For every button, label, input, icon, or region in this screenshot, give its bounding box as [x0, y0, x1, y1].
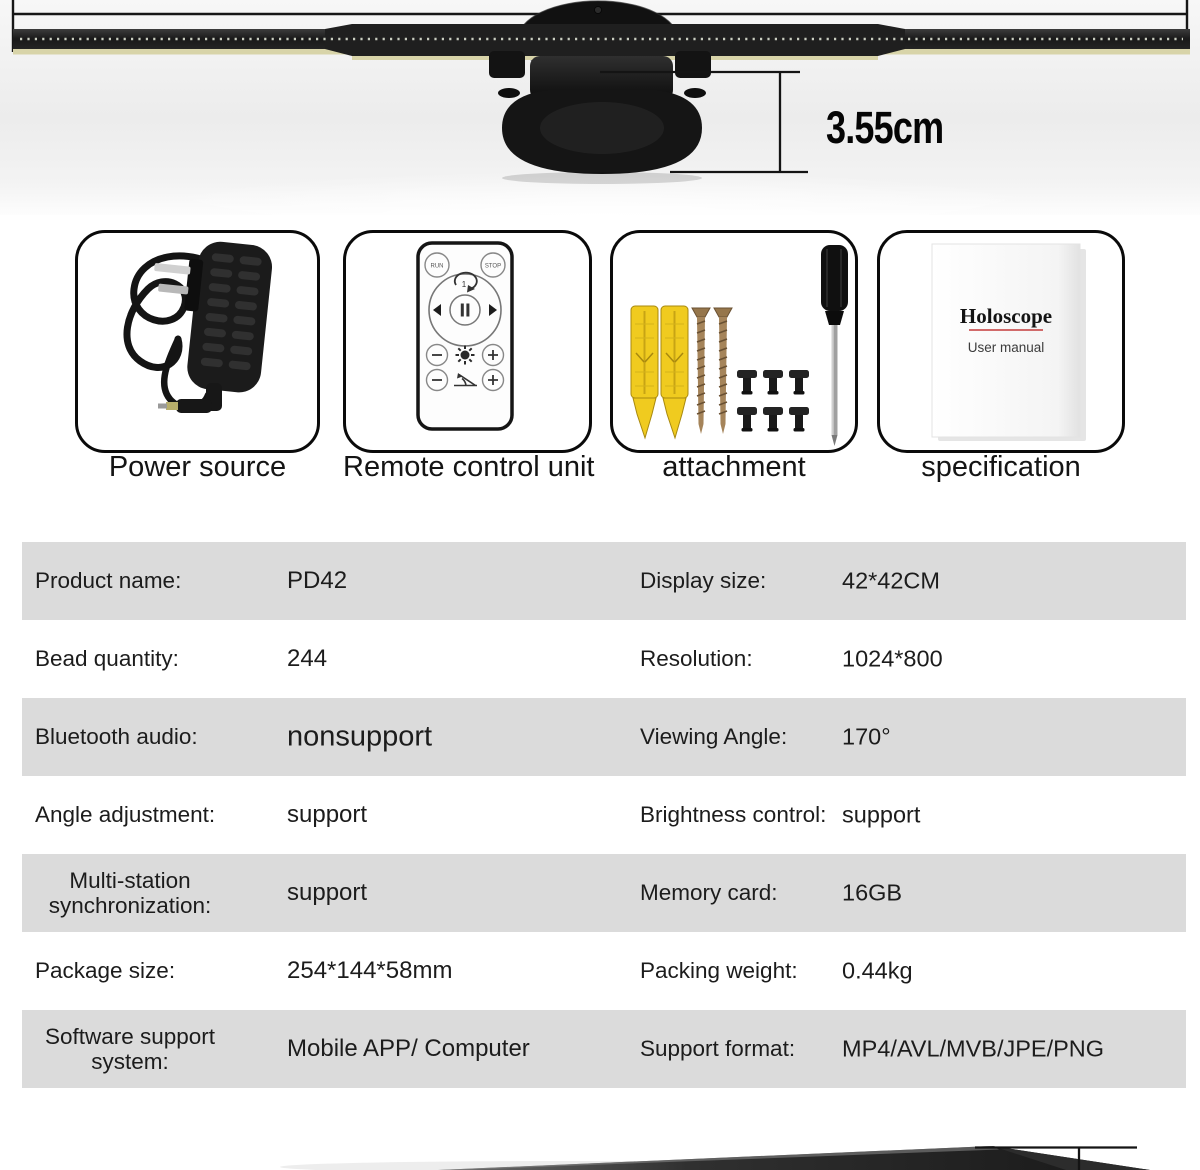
spec-label-left: Package size: — [35, 958, 176, 983]
stop-button-label: STOP — [484, 263, 502, 270]
accessory-label-power-source: Power source — [108, 451, 287, 483]
manual-title: Holoscope — [959, 304, 1053, 328]
run-button-label: RUN — [430, 263, 444, 270]
attachment-hardware-image — [613, 233, 855, 450]
spec-value-left: support — [287, 801, 368, 828]
wall-anchor — [631, 306, 658, 438]
user-manual-image — [880, 233, 1122, 450]
spec-row — [22, 542, 1186, 620]
spec-value-left: nonsupport — [287, 720, 433, 753]
spec-row — [22, 776, 1186, 854]
bolt — [737, 370, 757, 395]
spec-label-right: Resolution: — [640, 646, 753, 671]
accessory-label-remote-control: Remote control unit — [343, 451, 595, 483]
spec-label-right: Display size: — [640, 568, 767, 593]
accessory-card-specification — [877, 230, 1125, 453]
spec-label-right: Support format: — [640, 1036, 796, 1061]
spec-row — [22, 1010, 1186, 1088]
spec-label-right: Memory card: — [640, 880, 778, 905]
spec-label-left: Bead quantity: — [35, 646, 179, 671]
spec-label-left: Bluetooth audio: — [35, 724, 198, 749]
spec-label-left: Software support system: — [44, 1024, 216, 1074]
spec-row — [22, 932, 1186, 1010]
spec-value-right: 16GB — [842, 879, 903, 906]
spec-row — [22, 698, 1186, 776]
screw — [714, 308, 732, 434]
spec-value-left: 254*144*58mm — [287, 957, 453, 984]
accessory-card-attachment — [610, 230, 858, 453]
spec-value-left: Mobile APP/ Computer — [287, 1035, 530, 1062]
power-adapter-image — [78, 233, 317, 450]
spec-label-left: Angle adjustment: — [35, 802, 216, 827]
spec-value-left: 244 — [287, 645, 328, 672]
bolt — [789, 407, 809, 432]
bolt — [737, 407, 757, 432]
spec-row — [22, 620, 1186, 698]
accessory-label-attachment: attachment — [662, 451, 806, 483]
remote-control-image — [346, 233, 589, 450]
accessory-label-specification: specification — [921, 451, 1081, 483]
spec-value-right: MP4/AVL/MVB/JPE/PNG — [842, 1035, 1105, 1062]
height-measurement-label: 3.55cm — [826, 102, 944, 153]
spec-row — [22, 854, 1186, 932]
spec-value-right: support — [842, 801, 921, 828]
screw — [692, 308, 710, 434]
bolt — [789, 370, 809, 395]
spec-label-right: Packing weight: — [640, 958, 798, 983]
holographic-fan-photo — [0, 0, 1200, 215]
screwdriver — [821, 245, 848, 446]
wall-anchor — [661, 306, 688, 438]
spec-label-left: Product name: — [35, 568, 182, 593]
bolt — [763, 370, 783, 395]
spec-value-right: 1024*800 — [842, 645, 943, 672]
brightness-icon — [456, 346, 475, 365]
spec-value-right: 0.44kg — [842, 957, 913, 984]
spec-value-right: 170° — [842, 723, 891, 750]
spec-label-right: Brightness control: — [640, 802, 827, 827]
spec-label-right: Viewing Angle: — [640, 724, 788, 749]
svg-text:1: 1 — [461, 280, 467, 289]
manual-subtitle: User manual — [967, 340, 1045, 355]
accessory-card-power-source — [75, 230, 320, 453]
spec-value-left: PD42 — [287, 567, 348, 594]
spec-label-left: Multi-station synchronization: — [48, 868, 212, 918]
bottom-product-photo — [0, 1088, 1200, 1170]
bolt — [763, 407, 783, 432]
spec-value-left: support — [287, 879, 368, 906]
spec-value-right: 42*42CM — [842, 567, 940, 594]
spec-table — [22, 542, 1186, 1088]
accessory-card-remote-control — [343, 230, 592, 453]
